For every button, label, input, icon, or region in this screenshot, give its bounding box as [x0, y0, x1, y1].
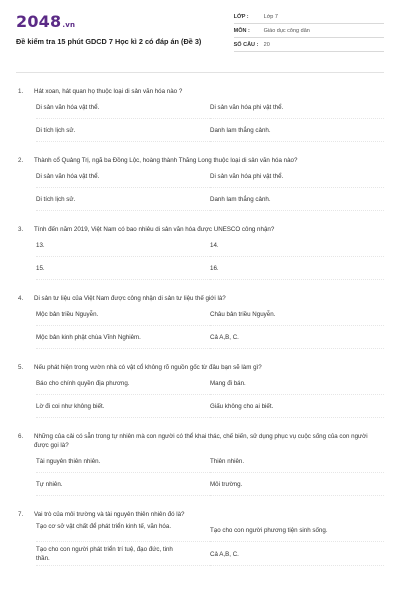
question-6 — [16, 432, 384, 496]
option-c[interactable]: Mộc bản kinh phật chùa Vĩnh Nghiêm. — [36, 326, 210, 349]
option-d[interactable]: Môi trường. — [210, 473, 384, 496]
question-text: Vai trò của môi trường và tài nguyên thiên nhiên đó là? — [34, 511, 185, 518]
meta-key: LỚP : — [233, 13, 249, 20]
logo-suffix: .vn — [62, 21, 76, 29]
question-number: 6. — [18, 433, 24, 440]
exam-meta — [234, 10, 384, 68]
question-2 — [16, 156, 384, 211]
options — [36, 303, 384, 349]
option-a[interactable]: Báo cho chính quyền địa phương. — [36, 372, 210, 395]
option-b[interactable]: Di sản văn hóa phi vật thể. — [210, 165, 384, 188]
options — [36, 519, 384, 566]
meta-row-count — [234, 38, 384, 52]
question-text: Những của cải có sẵn trong tự nhiên mà con người có thể khai thác, chế biến, sử dụng phục vụ cuộc sống của con người được gọi là? — [34, 433, 368, 449]
option-a[interactable]: Tài nguyên thiên nhiên. — [36, 450, 210, 473]
options — [36, 165, 384, 211]
option-d[interactable]: Danh lam thắng cảnh. — [210, 188, 384, 211]
option-b[interactable]: Châu bản triều Nguyễn. — [210, 303, 384, 326]
option-d[interactable]: Cả A,B, C. — [210, 542, 384, 566]
option-b[interactable]: Tạo cho con người phương tiện sinh sống. — [210, 519, 384, 542]
header — [16, 8, 384, 68]
option-d[interactable]: Danh lam thắng cảnh. — [210, 119, 384, 142]
option-c[interactable]: 15. — [36, 257, 210, 280]
options — [36, 450, 384, 496]
option-d[interactable]: Cả A,B, C. — [210, 326, 384, 349]
option-c[interactable]: Di tích lịch sử. — [36, 188, 210, 211]
meta-key: SỐ CÂU : — [233, 41, 259, 48]
option-c[interactable]: Di tích lịch sử. — [36, 119, 210, 142]
question-3 — [16, 225, 384, 280]
option-d[interactable]: Giấu không cho ai biết. — [210, 395, 384, 418]
question-7 — [16, 510, 384, 566]
question-number: 2. — [18, 157, 24, 164]
question-text: Thành cổ Quảng Trị, ngã ba Đồng Lộc, hoàng thành Thăng Long thuộc loại di sản văn hóa nào? — [34, 157, 298, 164]
options — [36, 96, 384, 142]
option-b[interactable]: Mang đi bán. — [210, 372, 384, 395]
site-logo[interactable] — [16, 12, 234, 31]
question-4 — [16, 294, 384, 349]
option-a[interactable]: Tạo cơ sở vật chất để phát triển kinh tế, văn hóa. — [36, 519, 210, 542]
question-text: Tính đến năm 2019, Việt Nam có bao nhiêu di sản văn hóa được UNESCO công nhận? — [34, 226, 275, 233]
options — [36, 372, 384, 418]
page-title: Đề kiểm tra 15 phút GDCD 7 Học kì 2 có đáp án (Đề 3) — [16, 37, 202, 46]
meta-value: Giáo dục công dân — [263, 27, 310, 34]
meta-row-subject — [234, 24, 384, 38]
option-a[interactable]: Di sản văn hóa vật thể. — [36, 96, 210, 119]
option-d[interactable]: 16. — [210, 257, 384, 280]
header-divider — [16, 72, 384, 73]
brand-block — [16, 8, 234, 68]
logo-text: 2048 — [16, 12, 62, 31]
meta-key: MÔN : — [233, 27, 250, 34]
question-text: Hát xoan, hát quan họ thuộc loại di sản văn hóa nào ? — [34, 88, 183, 95]
option-a[interactable]: 13. — [36, 234, 210, 257]
option-c[interactable]: Lờ đi coi như không biết. — [36, 395, 210, 418]
question-5 — [16, 363, 384, 418]
option-b[interactable]: 14. — [210, 234, 384, 257]
meta-row-class — [234, 10, 384, 24]
question-number: 3. — [18, 226, 24, 233]
option-a[interactable]: Di sản văn hóa vật thể. — [36, 165, 210, 188]
question-number: 5. — [18, 364, 24, 371]
question-text: Nếu phát hiện trong vườn nhà có vật cổ không rõ nguồn gốc từ đâu bạn sẽ làm gì? — [34, 364, 262, 371]
question-1 — [16, 87, 384, 142]
question-text: Di sản tư liệu của Việt Nam được công nhận di sản tư liệu thế giới là? — [34, 295, 226, 302]
question-number: 4. — [18, 295, 24, 302]
meta-value: 20 — [263, 41, 270, 48]
options — [36, 234, 384, 280]
option-a[interactable]: Mộc bản triều Nguyễn. — [36, 303, 210, 326]
option-b[interactable]: Thiên nhiên. — [210, 450, 384, 473]
option-b[interactable]: Di sản văn hóa phi vật thể. — [210, 96, 384, 119]
option-c[interactable]: Tự nhiên. — [36, 473, 210, 496]
meta-value: Lớp 7 — [263, 13, 278, 20]
option-c[interactable]: Tạo cho con người phát triển trí tuệ, đạo đức, tinh thần. — [36, 542, 210, 566]
question-number: 7. — [18, 511, 24, 518]
question-number: 1. — [18, 88, 24, 95]
